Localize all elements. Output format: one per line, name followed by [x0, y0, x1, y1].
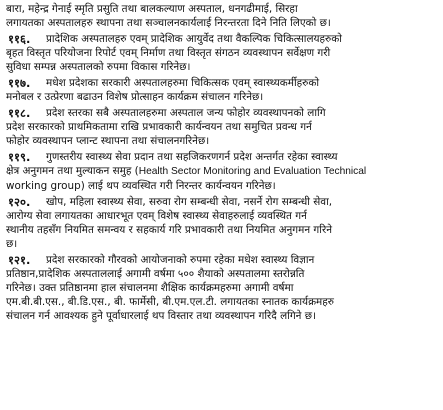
text-line: एम.बी.बी.एस., बी.डि.एस., बी. फार्मेसी, बी.एम.एल.टी. लगायतका स्नातक कार्यक्रमहरु	[6, 296, 335, 308]
text-line: खोप, महिला स्वास्थ्य सेवा, सरुवा रोग सम्बन्धी सेवा, नसर्ने रोग सम्बन्धी सेवा,	[46, 196, 333, 208]
text-line: प्रतिष्ठान,प्रादेशिक अस्पताललाई अगामी वर्षमा ५०० शैयाको अस्पतालमा स्तरोन्नति	[6, 268, 305, 280]
paragraph-117	[6, 76, 435, 104]
text-line: गुणस्तरीय स्वास्थ्य सेवा प्रदान तथा सहजिकरणगर्न प्रदेश अन्तर्गत रहेका स्वास्थ्य	[46, 151, 338, 163]
text-line: सुविधा सम्पन्न अस्पतालको रुपमा विकास गरिनेछ।	[6, 61, 191, 73]
text-line: प्रदेश स्तरका सबै अस्पतालहरुमा अस्पताल जन्य फोहोर व्यवस्थापनको लागि	[46, 107, 326, 119]
paragraph-121	[6, 253, 435, 323]
text-line: प्रदेश सरकारको गौरवको आयोजनाको रुपमा रहेका मधेश स्वास्थ्य विज्ञान	[46, 254, 315, 266]
text-line: स्थानीय तहसँग नियमित समन्वय र सहकार्य गरि प्रभावकारी तथा नियमित अनुगमन गरिने	[6, 224, 332, 236]
paragraph-number: ११६.	[8, 32, 31, 46]
paragraph-116	[6, 32, 435, 74]
paragraph-number: १२१.	[8, 253, 31, 267]
paragraph-120	[6, 195, 435, 251]
text-line: बृहत विस्तृत परियोजना रिपोर्ट एवम् निर्माण तथा विस्तृत संगठन व्यवस्थापन सर्वेक्षण गरी	[6, 47, 331, 59]
text-line: मधेश प्रदेशका सरकारी अस्पतालहरुमा चिकित्सक एवम् स्वास्थ्यकर्मीहरुको	[46, 77, 320, 89]
text-line	[6, 164, 435, 179]
paragraph-119	[6, 150, 435, 193]
text-line: फोहोर व्यवस्थापन प्लान्ट स्थापना तथा संचालनगरिनेछ।	[6, 135, 210, 147]
text-line: प्रदेश सरकारको प्राथमिकतामा राखि प्रभावकारी कार्यन्वयन तथा समुचित प्रवन्ध गर्न	[6, 121, 312, 133]
text-line: प्रादेशिक अस्पतालहरु एवम् प्रादेशिक आयुर्वेद तथा वैकल्पिक चिकित्सालयहरुको	[46, 33, 342, 45]
paragraph-number: ११८.	[8, 106, 31, 120]
intro-text	[6, 2, 435, 30]
text-line: संचालन गर्न आवश्यक हुने पूर्वाधारलाई थप विस्तार तथा व्यवस्थापन गरिदै लगिने छ।	[6, 310, 316, 322]
text-line: आरोग्य सेवा लगायतका आधारभूत एवम् विशेष स्वास्थ्य सेवाहरुलाई व्यवस्थित गर्न	[6, 210, 307, 222]
paragraph-118	[6, 106, 435, 148]
text-line: छ।	[6, 238, 18, 250]
english-term: Health Sector Monitoring and Evaluation Technical	[138, 166, 367, 177]
paragraph-number: १२०.	[8, 195, 31, 209]
text-line: मनोबल र उत्प्रेरणा बढाउन विशेष प्रोत्साहन कार्यक्रम संचालन गरिनेछ।	[6, 91, 264, 103]
text-line: गरिनेछ। उक्त प्रतिष्ठानमा हाल संचालनमा शैक्षिक कार्यक्रमहरुमा अगामी वर्षमा	[6, 282, 294, 294]
text-line: लगायतका अस्पतालहरु स्थापना तथा सञ्चालनकार्यलाई निरन्तरता दिने निति लिएको छ।	[6, 17, 331, 29]
text-line: बारा, महेन्द्र गेनाई स्मृति प्रसुति तथा बालकल्याण अस्पताल, धनगढीमाई, सिरहा	[6, 3, 298, 15]
text-segment: क्षेत्र अनुगमन तथा मुल्याकन समुह (	[6, 165, 139, 177]
paragraph-number: ११७.	[8, 76, 31, 90]
paragraph-number: ११९.	[8, 150, 31, 164]
text-line: working group) लाई थप व्यवस्थित गरी निरन्तर कार्यन्वयन गरिनेछ।	[6, 180, 276, 192]
